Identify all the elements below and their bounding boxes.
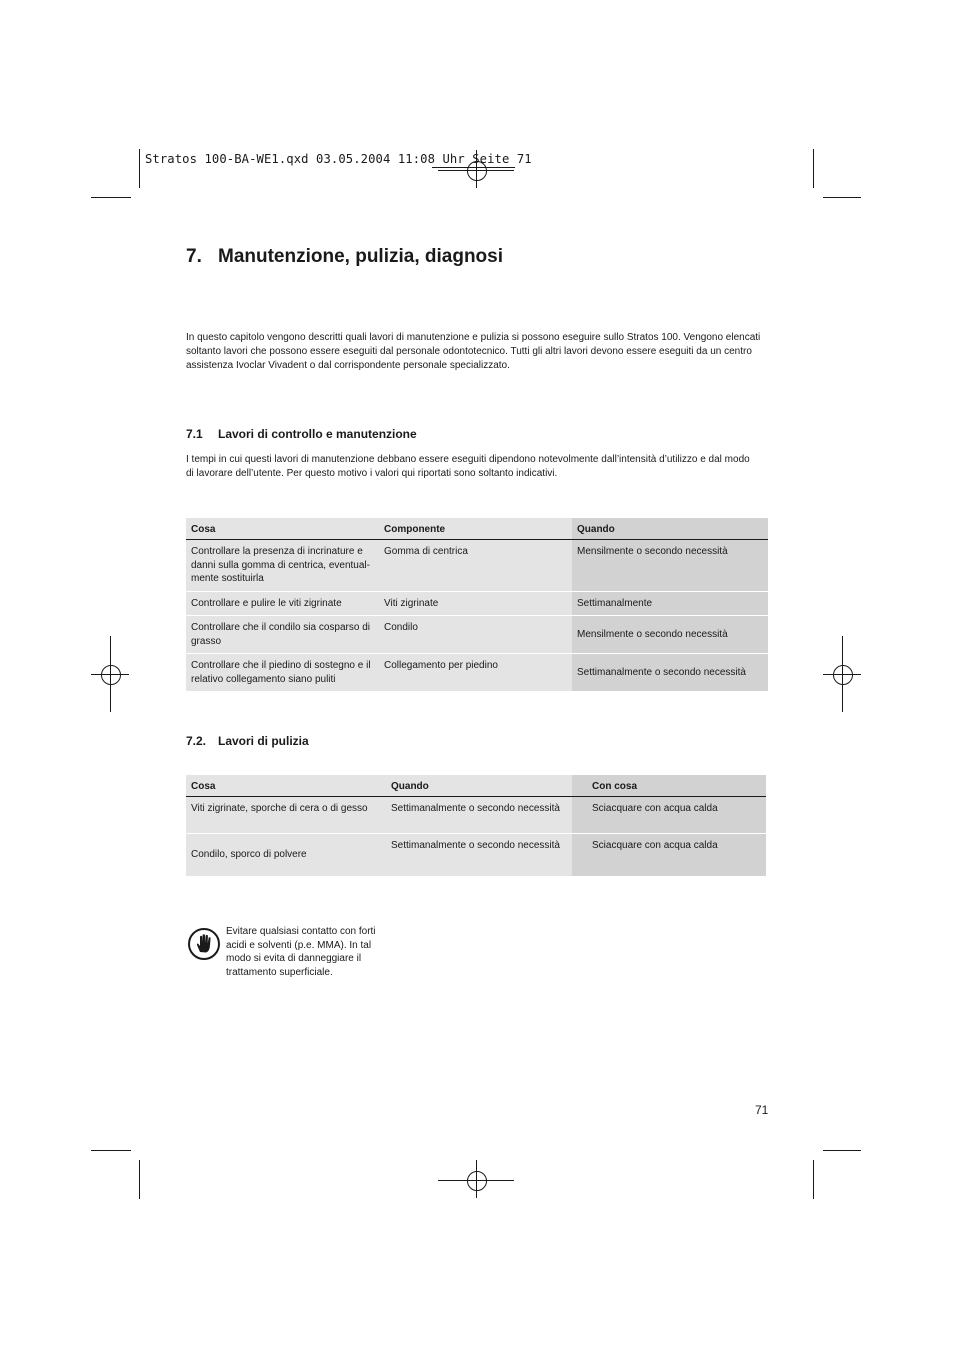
table-cell: Controllare che il piedino di sostegno e il relativo collegamento siano puliti xyxy=(186,654,379,692)
section-number: 7.2. xyxy=(186,734,207,748)
table-header-row xyxy=(186,518,768,540)
crop-mark xyxy=(91,1150,131,1151)
table-row xyxy=(186,654,768,692)
table-cell: Settimanalmente o secondo necessità xyxy=(572,654,768,692)
chapter-number: 7. xyxy=(186,246,202,267)
table-cell: Mensilmente o secondo necessità xyxy=(572,616,768,654)
section-title-7-2 xyxy=(186,734,309,748)
column-header: Cosa xyxy=(186,518,379,540)
section-title-text: Lavori di controllo e manutenzione xyxy=(218,427,417,441)
table-cell: Condilo xyxy=(379,616,572,654)
chapter-title-text: Manutenzione, pulizia, diagnosi xyxy=(218,246,504,267)
crop-mark xyxy=(813,1160,814,1199)
table-row xyxy=(186,834,766,877)
table-cell: Sciacquare con acqua calda xyxy=(572,797,766,834)
table-cell: Controllare e pulire le viti zigrinate xyxy=(186,591,379,616)
warning-text: Evitare qualsiasi contatto con forti acidi e solventi (p.e. MMA). In tal modo si evita di danneggiare il trattamento superficiale. xyxy=(226,926,376,978)
crop-mark xyxy=(139,1160,140,1199)
crop-mark xyxy=(91,197,131,198)
crop-mark xyxy=(823,197,861,198)
column-header: Cosa xyxy=(186,775,378,797)
stop-hand-icon xyxy=(188,928,220,960)
column-header: Componente xyxy=(379,518,572,540)
registration-mark-left xyxy=(91,636,131,714)
table-cell: Viti zigrinate xyxy=(379,591,572,616)
table-cell: Controllare la presenza di incrinature e danni sulla gomma di centrica, eventual-mente sostituirla xyxy=(186,540,379,592)
chapter-title xyxy=(186,246,503,268)
section-title-7-1 xyxy=(186,427,417,441)
registration-mark-right xyxy=(823,636,863,714)
column-header: Quando xyxy=(378,775,572,797)
table-cell: Collegamento per piedino xyxy=(379,654,572,692)
table-cell: Settimanalmente xyxy=(572,591,768,616)
table-cell: Gomma di centrica xyxy=(379,540,572,592)
table-cell: Controllare che il condilo sia cosparso di grasso xyxy=(186,616,379,654)
table-cell: Sciacquare con acqua calda xyxy=(572,834,766,877)
page-number: 71 xyxy=(755,1103,769,1117)
crop-mark xyxy=(139,149,140,188)
crop-mark xyxy=(823,1150,861,1151)
table-cell: Settimanalmente o secondo necessità xyxy=(378,834,572,877)
table-cell: Settimanalmente o secondo necessità xyxy=(378,797,572,834)
table-row xyxy=(186,591,768,616)
table-row xyxy=(186,540,768,592)
column-header: Quando xyxy=(572,518,768,540)
table-cell: Condilo, sporco di polvere xyxy=(186,834,378,877)
table-header-row xyxy=(186,775,766,797)
column-header: Con cosa xyxy=(572,775,766,797)
crop-mark xyxy=(813,149,814,188)
intro-paragraph: In questo capitolo vengono descritti quali lavori di manutenzione e pulizia si possono eseguire sullo Stratos 100. Vengono elencati soltanto lavori che possono essere eseguiti dal personale odontotecnico. Tutti gli altri lavori devono essere eseguiti da un centro assistenza Ivoclar Vivadent o dal corrispondente personale specializzato. xyxy=(186,332,761,371)
file-slug: Stratos 100-BA-WE1.qxd 03.05.2004 11:08 Uhr Seite 71 xyxy=(145,152,532,166)
table-row xyxy=(186,797,766,834)
cleaning-table xyxy=(186,775,766,877)
registration-mark-bottom xyxy=(438,1160,514,1200)
table-row xyxy=(186,616,768,654)
section-number: 7.1 xyxy=(186,427,203,441)
maintenance-table xyxy=(186,518,768,692)
slug-underline xyxy=(432,167,515,168)
table-cell: Mensilmente o secondo necessità xyxy=(572,540,768,592)
section-title-text: Lavori di pulizia xyxy=(218,734,309,748)
section-paragraph: I tempi in cui questi lavori di manutenzione debbano essere eseguiti dipendono notevolmente dall’intensità d’utilizzo e dal modo di lavorare dell’utente. Per questo motivo i valori qui riportati sono soltanto indicativi. xyxy=(186,454,750,479)
table-cell: Viti zigrinate, sporche di cera o di gesso xyxy=(186,797,378,834)
